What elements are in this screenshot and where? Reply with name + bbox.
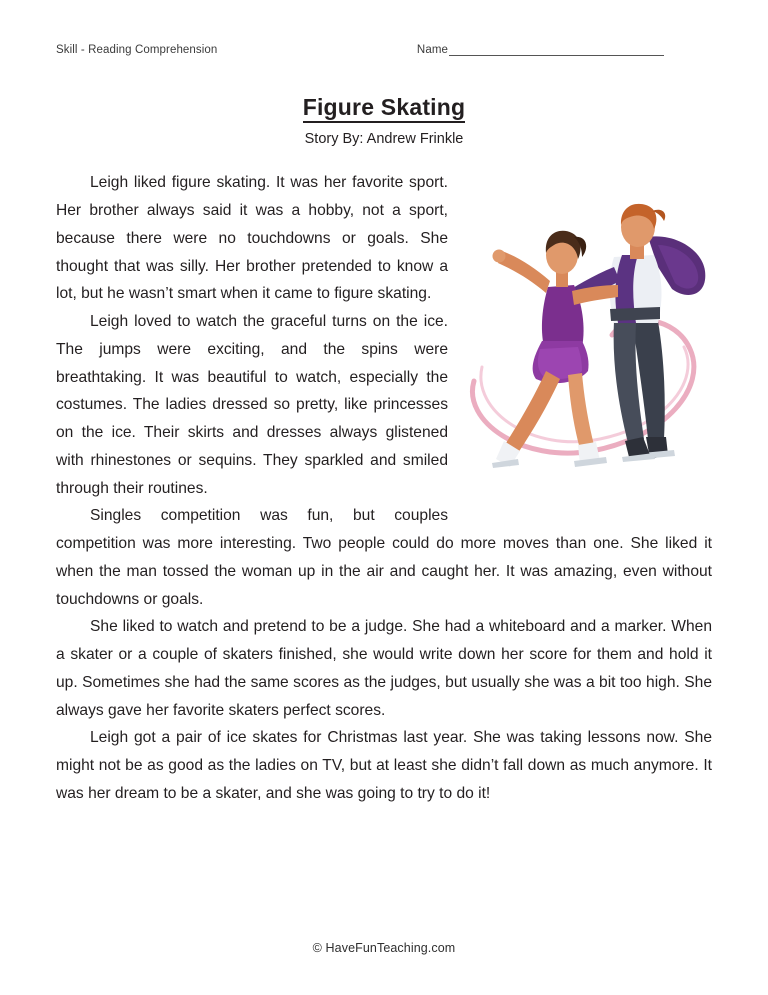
story-paragraph: Singles competition was fun, but couples competition was more interesting. Two people could do more moves than one. She liked it when the man tossed the woman up in the air and caught her. It was amazing, even without touchdowns or goals. [56,507,712,608]
name-field-area [417,44,664,56]
story-paragraph: Leigh got a pair of ice skates for Christmas last year. She was taking lessons now. She might not be as good as the ladies on TV, but at least she didn’t fall down as much anymore. It was her dream to be a skater, and she was going to try to do it! [56,729,712,802]
story-paragraph: Leigh liked figure skating. It was her favorite sport. Her brother always said it was a hobby, not a sport, because there were no touchdowns or goals. She thought that was silly. Her brother pretended to know a lot, but he wasn’t smart when it came to figure skating. [56,174,448,303]
title-block [56,94,712,147]
page-footer [0,941,768,955]
footer-copyright: © HaveFunTeaching.com [312,941,456,955]
illustration-container [462,171,712,501]
page-title: Figure Skating [303,94,466,123]
name-write-in-line[interactable] [449,44,664,56]
name-label: Name [416,44,448,56]
story-body [56,169,712,807]
story-paragraph: She liked to watch and pretend to be a judge. She had a whiteboard and a marker. When a skater or a couple of skaters finished, she would write down her score for them and hold it up. Sometimes she had the same scores as the judges, but usually she was a bit too high. She always gave her favorite skaters perfect scores. [56,618,712,719]
page-header [56,44,712,56]
story-paragraph: Leigh loved to watch the graceful turns on the ice. The jumps were exciting, and the spins were breathtaking. It was beautiful to watch, especially the costumes. The ladies dressed so pretty, like princesses on the ice. Their skirts and dresses always glistened with rhinestones or sequins. They sparkled and smiled through their routines. [56,313,448,497]
byline: Story By: Andrew Frinkle [304,131,464,148]
skill-label: Skill - Reading Comprehension [56,44,218,56]
ice-dancing-couple-icon [462,171,712,501]
